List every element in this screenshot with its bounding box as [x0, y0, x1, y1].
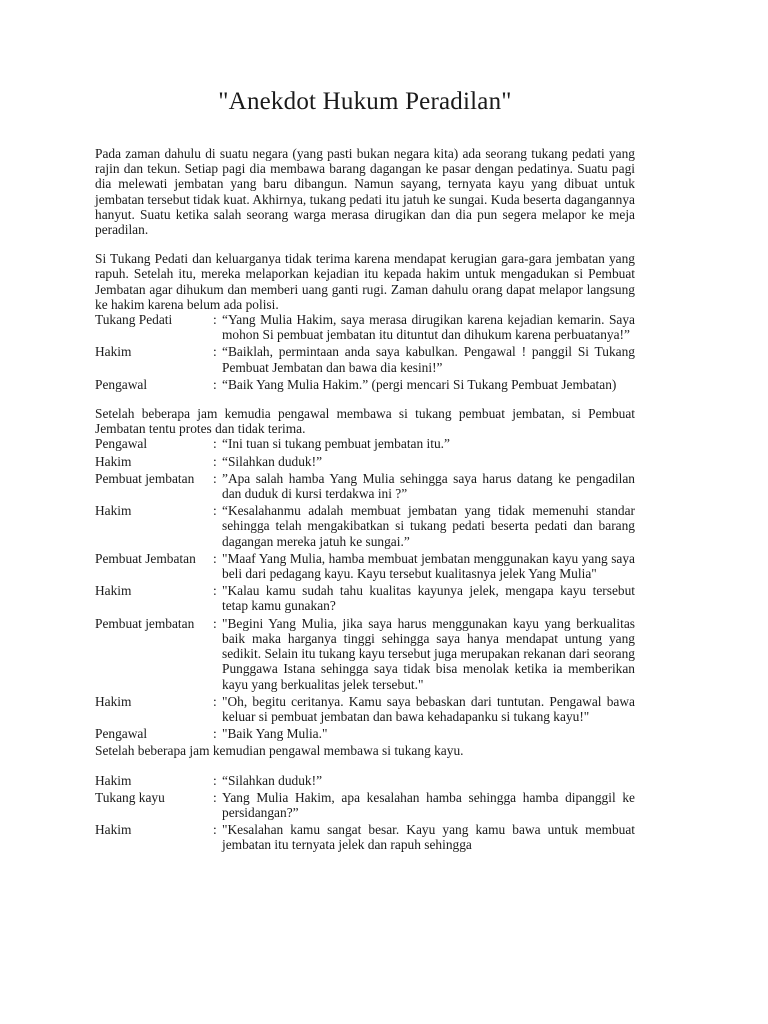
speaker-colon: : [213, 436, 217, 452]
speaker-line: “Baik Yang Mulia Hakim.” (pergi mencari Si Tukang Pembuat Jembatan) [222, 376, 617, 392]
intro-paragraph-1: Pada zaman dahulu di suatu negara (yang pasti bukan negara kita) ada seorang tukang pedati yang rajin dan tekun. Setiap pagi dia membawa barang dagangan ke pasar dengan pedatinya. Suatu pagi dia melewati jembatan yang baru dibangun. Namun sayang, ternyata kayu yang dibuat untuk jembatan tersebut tidak kuat. Akhirnya, tukang pedati itu jatuh ke sungai. Kuda beserta dagangannya hanyut. Suatu ketika salah seorang warga merasa dirugikan dan dia pun segera melapor ke meja peradilan. [95, 146, 635, 238]
speaker-name: Hakim [95, 453, 132, 469]
speaker-line: "Maaf Yang Mulia, hamba membuat jembatan menggunakan kayu yang saya beli dari pedagang kayu. Kayu tersebut kualitasnya jelek Yang Mulia" [222, 550, 635, 582]
speaker-name: Pembuat Jembatan [95, 550, 196, 566]
speaker-colon: : [213, 615, 217, 631]
speaker-name: Pembuat jembatan [95, 470, 195, 486]
dialog-row [95, 616, 635, 692]
dialog-row [95, 583, 635, 613]
speaker-line: “Kesalahanmu adalah membuat jembatan yang tidak memenuhi standar sehingga telah mengakibatkan si tukang pedati beserta pedati dan barang dagangan mereka jatuh ke sungai.” [222, 503, 635, 549]
speaker-colon: : [213, 583, 217, 599]
dialog-block-1 [95, 312, 635, 392]
dialog-row [95, 344, 635, 374]
dialog-row [95, 551, 635, 581]
dialog-block-3 [95, 773, 635, 853]
speaker-name: Hakim [95, 822, 132, 838]
intro-paragraph-2: Si Tukang Pedati dan keluarganya tidak terima karena mendapat kerugian gara-gara jembatan yang rapuh. Setelah itu, mereka melaporkan kejadian itu kepada hakim untuk mengadukan si Pembuat Jembatan agar dihukum dan memberi uang ganti rugi. Zaman dahulu orang dapat melapor langsung ke hakim karena belum ada polisi. [95, 251, 635, 312]
dialog-row [95, 312, 635, 342]
speaker-colon: : [213, 453, 217, 469]
speaker-line: Yang Mulia Hakim, apa kesalahan hamba sehingga hamba dipanggil ke persidangan?” [222, 789, 635, 820]
dialog-row [95, 726, 635, 741]
middle-paragraph: Setelah beberapa jam kemudia pengawal membawa si tukang pembuat jembatan, si Pembuat Jembatan tentu protes dan tidak terima. [95, 406, 635, 437]
speaker-line: "Kesalahan kamu sangat besar. Kayu yang kamu bawa untuk membuat jembatan itu ternyata jelek dan rapuh sehingga [222, 822, 635, 853]
speaker-line: "Baik Yang Mulia." [222, 726, 328, 742]
spacer [95, 394, 635, 406]
speaker-colon: : [213, 550, 217, 566]
dialog-row [95, 790, 635, 820]
dialog-row [95, 773, 635, 788]
speaker-colon: : [213, 376, 217, 392]
speaker-colon: : [213, 312, 217, 328]
dialog-row [95, 694, 635, 724]
speaker-line: ”Apa salah hamba Yang Mulia sehingga saya harus datang ke pengadilan dan duduk di kursi terdakwa ini ?” [222, 470, 635, 502]
speaker-name: Tukang Pedati [95, 312, 173, 328]
dialog-block-2 [95, 436, 635, 741]
speaker-line: “Silahkan duduk!” [222, 453, 323, 469]
speaker-name: Pengawal [95, 436, 148, 452]
speaker-colon: : [213, 772, 217, 788]
speaker-colon: : [213, 822, 217, 838]
speaker-colon: : [213, 344, 217, 360]
speaker-line: "Oh, begitu ceritanya. Kamu saya bebaskan dari tuntutan. Pengawal bawa keluar si pembuat jembatan dan bawa kehadapanku si tukang kayu!" [222, 693, 635, 724]
speaker-colon: : [213, 503, 217, 519]
speaker-name: Tukang kayu [95, 789, 165, 805]
dialog-row [95, 436, 635, 451]
speaker-name: Hakim [95, 772, 132, 788]
speaker-name: Pengawal [95, 376, 148, 392]
after-dialog-paragraph: Setelah beberapa jam kemudian pengawal membawa si tukang kayu. [95, 743, 464, 759]
document-title: "Anekdot Hukum Peradilan" [218, 88, 512, 115]
dialog-row [95, 377, 635, 392]
speaker-line: "Begini Yang Mulia, jika saya harus menggunakan kayu yang berkualitas baik maka harganya tinggi sehingga saya hanya mendapat untung yang sedikit. Selain itu tukang kayu tersebut juga merupakan rekanan dari seorang Punggawa Istana sehingga saya tidak bisa menolak ketika ia memberikan kayu yang berkualitas jelek tersebut." [222, 615, 635, 692]
speaker-colon: : [213, 693, 217, 709]
speaker-line: “Silahkan duduk!” [222, 772, 323, 788]
speaker-colon: : [213, 726, 217, 742]
speaker-colon: : [213, 789, 217, 805]
speaker-name: Hakim [95, 344, 132, 360]
dialog-row [95, 822, 635, 852]
speaker-line: “Baiklah, permintaan anda saya kabulkan. Pengawal ! panggil Si Tukang Pembuat Jembatan dan bawa dia kesini!” [222, 344, 635, 375]
speaker-line: “Yang Mulia Hakim, saya merasa dirugikan karena kejadian kemarin. Saya mohon Si pembuat jembatan itu dituntut dan dihukum karena perbuatanya!” [222, 312, 635, 343]
speaker-name: Pengawal [95, 726, 148, 742]
document-page [95, 86, 635, 855]
speaker-name: Hakim [95, 693, 132, 709]
speaker-line: "Kalau kamu sudah tahu kualitas kayunya jelek, mengapa kayu tersebut tetap kamu gunakan? [222, 583, 635, 614]
speaker-name: Pembuat jembatan [95, 615, 195, 631]
dialog-row [95, 454, 635, 469]
speaker-name: Hakim [95, 503, 132, 519]
dialog-row [95, 503, 635, 549]
speaker-name: Hakim [95, 583, 132, 599]
spacer [95, 759, 635, 773]
speaker-colon: : [213, 470, 217, 486]
speaker-line: “Ini tuan si tukang pembuat jembatan itu.” [222, 436, 450, 452]
dialog-row [95, 471, 635, 501]
